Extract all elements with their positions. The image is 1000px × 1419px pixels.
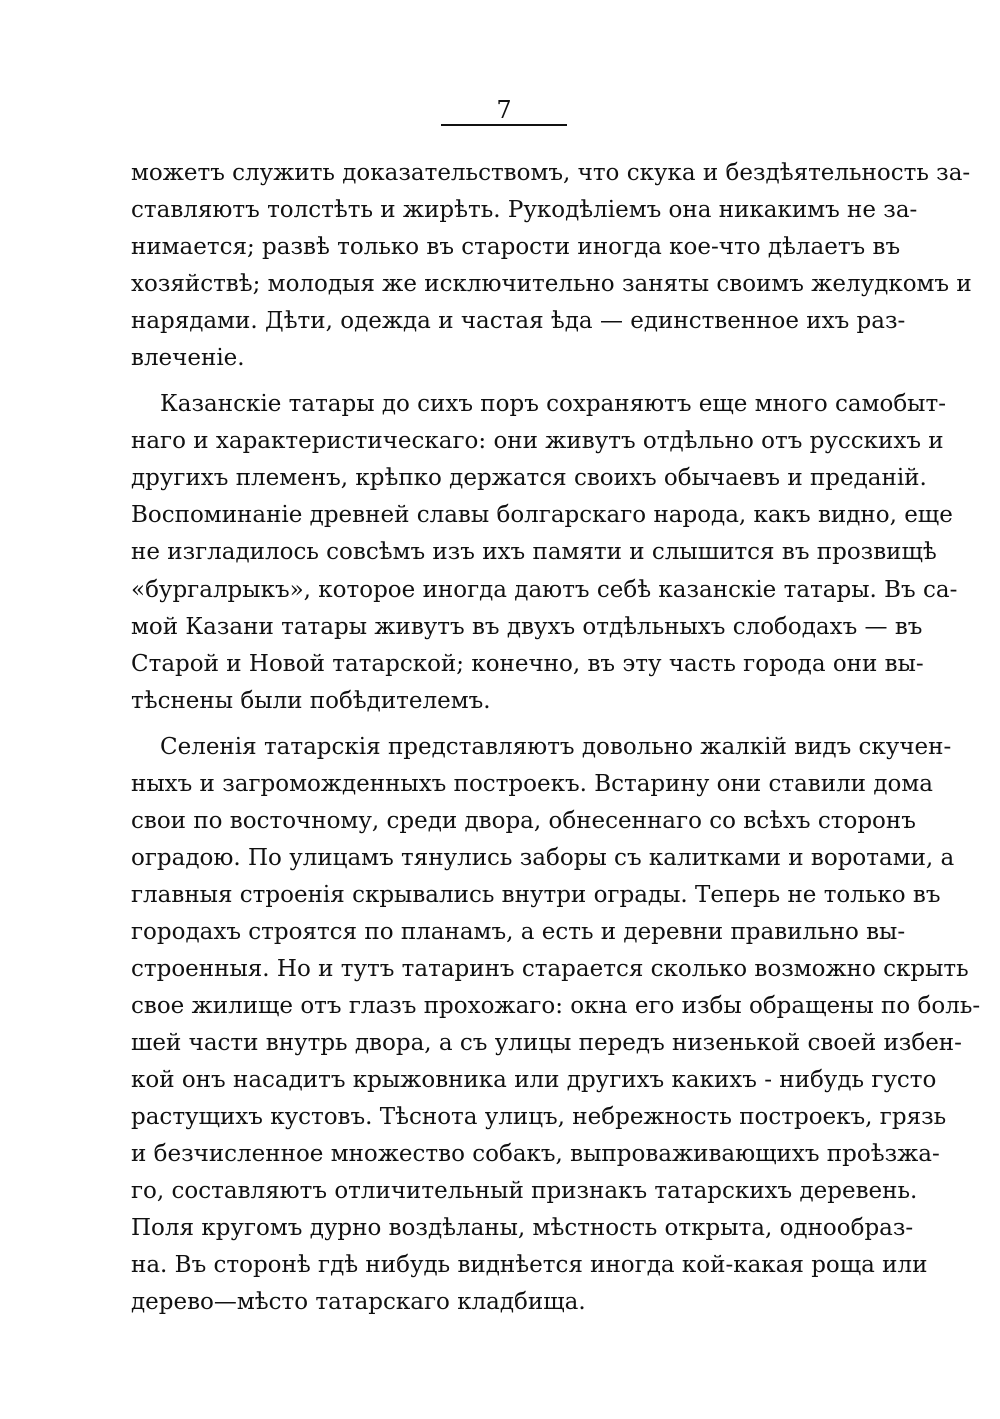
text-line: Селенія татарскія представляютъ довольно жалкій видъ скучен-: [160, 733, 952, 760]
text-line: Поля кругомъ дурно воздѣланы, мѣстность открыта, однообраз-: [131, 1215, 914, 1242]
page-number-rule: [441, 124, 567, 126]
text-line: наго и характеристическаго: они живутъ отдѣльно отъ русскихъ и: [131, 428, 944, 455]
text-line: Старой и Новой татарской; конечно, въ эту часть города они вы-: [131, 650, 924, 677]
text-line: тѣснены были побѣдителемъ.: [131, 687, 491, 714]
paragraph: [131, 386, 958, 719]
text-line: мой Казани татары живутъ въ двухъ отдѣльныхъ слободахъ — въ: [131, 613, 923, 640]
text-line: нимается; развѣ только въ старости иногда кое-что дѣлаетъ въ: [131, 234, 901, 261]
text-line: можетъ служить доказательствомъ, что скука и бездѣятельность за-: [131, 160, 971, 186]
text-line: ставляютъ толстѣть и жирѣть. Рукодѣліемъ она никакимъ не за-: [131, 197, 918, 224]
paragraph-gap: [131, 377, 872, 386]
text-line: растущихъ кустовъ. Тѣснота улицъ, небрежность построекъ, грязь: [131, 1104, 947, 1131]
text-line: Казанскіе татары до сихъ поръ сохраняютъ еще много самобыт-: [160, 391, 946, 418]
text-line: влеченіе.: [131, 345, 245, 372]
text-line: дерево—мѣсто татарскаго кладбища.: [131, 1289, 586, 1316]
text-line: оградою. По улицамъ тянулись заборы съ калитками и воротами, а: [131, 844, 955, 871]
text-line: городахъ строятся по планамъ, а есть и деревни правильно вы-: [131, 918, 906, 945]
text-line: Воспоминаніе древней славы болгарскаго народа, какъ видно, еще: [131, 502, 953, 529]
text-line: свои по восточному, среди двора, обнесеннаго со всѣхъ сторонъ: [131, 807, 916, 834]
text-line: на. Въ сторонѣ гдѣ нибудь виднѣется иногда кой-какая роща или: [131, 1252, 928, 1279]
page-number: 7: [496, 96, 512, 124]
text-line: «бургалрыкъ», которое иногда даютъ себѣ казанскіе татары. Въ са-: [131, 576, 958, 603]
text-line: хозяйствѣ; молодыя же исключительно заняты своимъ желудкомъ и: [131, 271, 972, 298]
text-line: другихъ племенъ, крѣпко держатся своихъ обычаевъ и преданій.: [131, 465, 927, 492]
body-text: [131, 155, 981, 1321]
text-line: кой онъ насадитъ крыжовника или другихъ какихъ - нибудь густо: [131, 1067, 937, 1094]
text-line: го, составляютъ отличительный признакъ татарскихъ деревень.: [131, 1178, 918, 1205]
text-line: строенныя. Но и тутъ татаринъ старается сколько возможно скрыть: [131, 955, 969, 982]
paragraph: [131, 155, 972, 377]
text-line: шей части внутрь двора, а съ улицы передъ низенькой своей избен-: [131, 1030, 962, 1057]
text-line: главныя строенія скрывались внутри ограды. Теперь не только въ: [131, 881, 941, 908]
text-line: нарядами. Дѣти, одежда и частая ѣда — единственное ихъ раз-: [131, 308, 906, 335]
text-line: свое жилище отъ глазъ прохожаго: окна его избы обращены по боль-: [131, 993, 981, 1020]
text-line: не изгладилось совсѣмъ изъ ихъ памяти и слышится въ прозвищѣ: [131, 539, 937, 566]
text-line: и безчисленное множество собакъ, выпроваживающихъ проѣзжа-: [131, 1141, 940, 1168]
text-line: ныхъ и загроможденныхъ построекъ. Встарину они ставили дома: [131, 770, 933, 797]
paragraph-gap: [131, 720, 872, 729]
paragraph: [131, 729, 981, 1322]
